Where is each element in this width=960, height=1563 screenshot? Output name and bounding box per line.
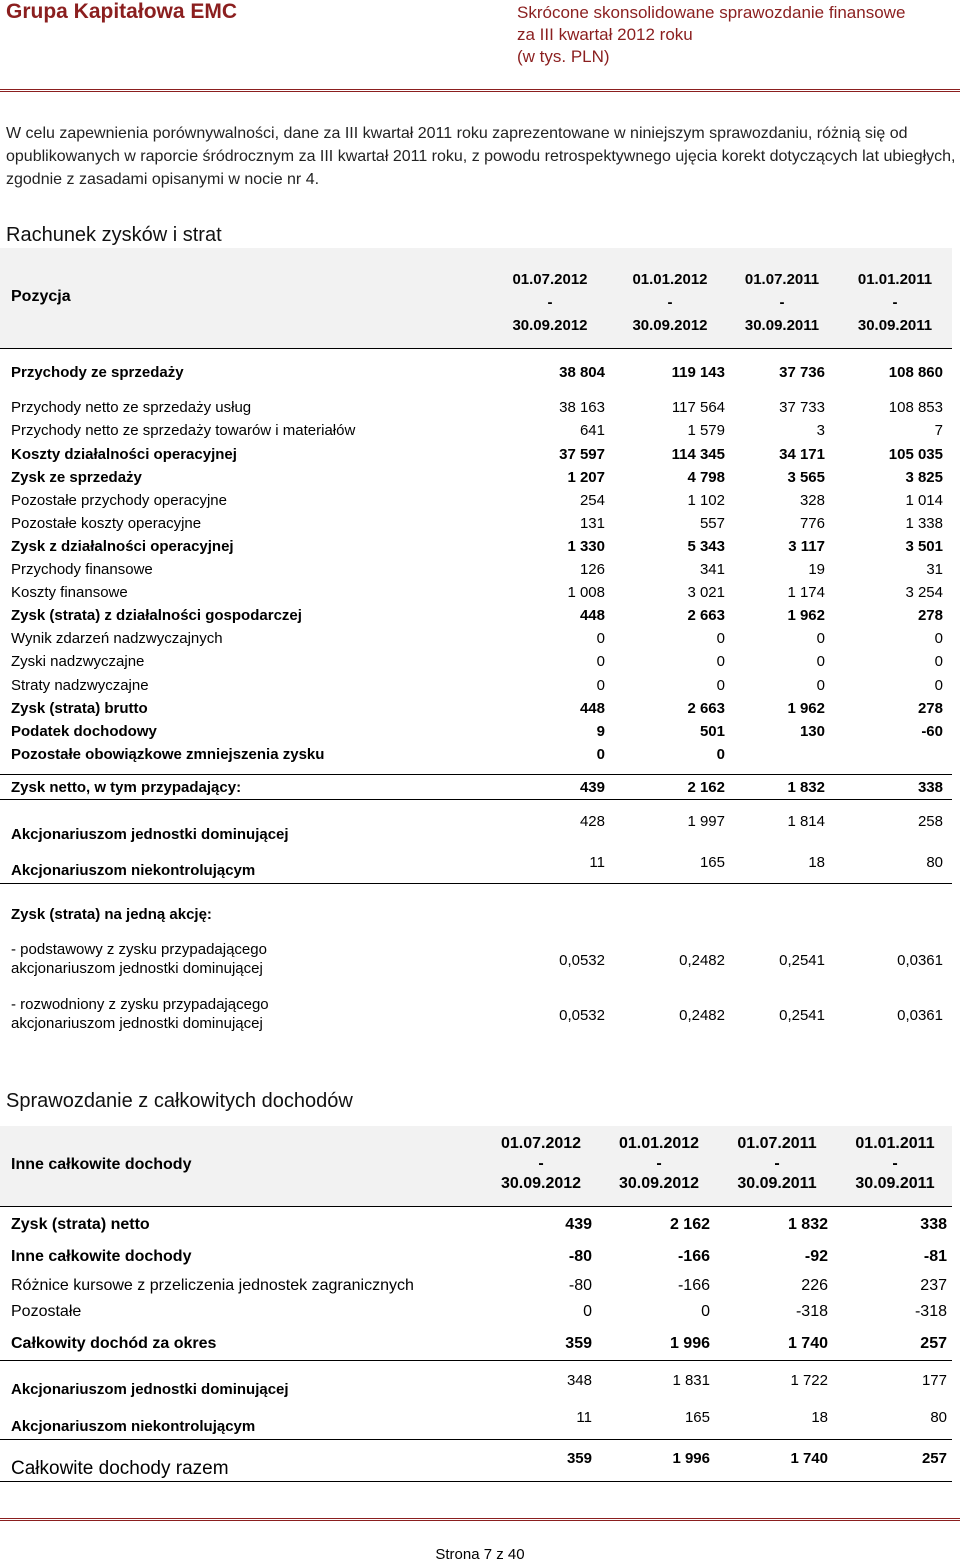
row-label: Podatek dochodowy [11, 723, 157, 740]
cell: 776 [799, 515, 825, 532]
page-number: Strona 7 z 40 [435, 1546, 525, 1563]
cell: 439 [579, 779, 605, 796]
table-row [0, 697, 952, 720]
intro-paragraph: W celu zapewnienia porównywalności, dane za III kwartał 2011 roku zaprezentowane w niniejszym sprawozdaniu, różnią się od opublikowanych w raporcie śródrocznym za III kwartał 2011 roku, z powodu retrospektywnego ujęcia korekt dotyczących lat ubiegłych, zgodnie z zasadami opisanymi w nocie nr 4. [6, 125, 956, 188]
table-rule [0, 348, 952, 349]
cell: 0 [816, 677, 825, 694]
header-label-pozycja: Pozycja [11, 288, 71, 305]
table-row [0, 443, 952, 466]
cell: 359 [566, 1450, 592, 1467]
cell: 3 254 [905, 584, 943, 601]
period-from: 01.07.2011 [744, 271, 820, 288]
net-profit-row [0, 776, 952, 799]
row-label: Przychody netto ze sprzedaży usług [11, 399, 252, 416]
table-row [0, 1245, 952, 1268]
cell: 37 597 [559, 446, 605, 463]
period-from: 01.07.2011 [737, 1135, 817, 1152]
period-dash: - [656, 1155, 662, 1172]
row-label: Zysk ze sprzedaży [11, 469, 142, 486]
cell: 1 831 [672, 1372, 710, 1389]
cell: 341 [699, 561, 725, 578]
cell: 7 [934, 422, 943, 439]
table-row [0, 512, 952, 535]
row-label: Zysk (strata) na jedną akcję: [11, 906, 212, 923]
cell: 338 [917, 779, 943, 796]
cell: 108 853 [888, 399, 943, 416]
table-row [0, 466, 952, 489]
cell: 34 171 [779, 446, 825, 463]
cell: 1 102 [687, 492, 725, 509]
cell: 38 163 [559, 399, 605, 416]
period-from: 01.07.2012 [512, 271, 588, 288]
table-row [0, 489, 952, 512]
cell: 108 860 [888, 364, 943, 381]
cell: 0 [716, 746, 725, 763]
document-title-line3: (w tys. PLN) [517, 47, 610, 66]
cell: 3 501 [905, 538, 943, 555]
cell: 80 [926, 854, 943, 871]
footer-rule [0, 1518, 960, 1521]
cell: -60 [921, 723, 943, 740]
row-label-line: - podstawowy z zysku przypadającego [11, 941, 267, 958]
period-to: 30.09.2011 [744, 317, 820, 334]
period-from: 01.01.2012 [632, 271, 708, 288]
table-rule [0, 1360, 952, 1361]
cell: 3 117 [788, 538, 825, 555]
cell: 0,0532 [559, 1007, 605, 1024]
table-row [0, 1213, 952, 1236]
cell: 348 [566, 1372, 592, 1389]
cell: 1 814 [787, 813, 825, 830]
comp-minority-share-row [0, 1409, 952, 1437]
cell: 1 962 [787, 700, 825, 717]
period-from: 01.07.2012 [500, 1135, 582, 1152]
row-label: Wynik zdarzeń nadzwyczajnych [11, 630, 223, 647]
cell: 257 [921, 1450, 947, 1467]
cell: 165 [699, 854, 725, 871]
row-label: Akcjonariuszom niekontrolującym [11, 1418, 256, 1435]
cell: 0 [596, 630, 605, 647]
eps-basic-row [0, 940, 952, 986]
cell: 1 832 [787, 1216, 828, 1233]
parent-share-row [0, 813, 952, 843]
period-dash: - [892, 1155, 898, 1172]
cell: 18 [808, 854, 825, 871]
comprehensive-income-title: Sprawozdanie z całkowitych dochodów [6, 1090, 353, 1112]
comp-parent-share-row [0, 1372, 952, 1401]
cell: 119 143 [671, 364, 725, 381]
period-dash: - [779, 294, 785, 311]
comp-total-row [0, 1450, 952, 1479]
period-to: 30.09.2012 [618, 1175, 700, 1192]
cell: 3 565 [787, 469, 825, 486]
company-name: Grupa Kapitałowa EMC [6, 0, 238, 23]
cell: -318 [795, 1303, 828, 1320]
cell: 1 740 [790, 1450, 828, 1467]
comprehensive-table-header [0, 1126, 952, 1206]
table-row [0, 650, 952, 673]
table-row [0, 674, 952, 697]
row-label: Koszty działalności operacyjnej [11, 446, 237, 463]
row-label: Całkowity dochód za okres [11, 1335, 217, 1352]
period-to: 30.09.2011 [855, 1175, 935, 1192]
cell: 5 343 [687, 538, 725, 555]
cell: 1 962 [787, 607, 825, 624]
cell: 37 733 [779, 399, 825, 416]
cell: 1 997 [687, 813, 725, 830]
table-row [0, 1300, 952, 1323]
period-to: 30.09.2011 [857, 317, 933, 334]
cell: 37 736 [779, 364, 825, 381]
row-label: Pozostałe obowiązkowe zmniejszenia zysku [11, 746, 325, 763]
row-label: Zysk z działalności operacyjnej [11, 538, 234, 555]
period-dash: - [667, 294, 673, 311]
cell: 31 [926, 561, 943, 578]
cell: 1 996 [669, 1335, 710, 1352]
table-row [0, 535, 952, 558]
row-label: Pozostałe przychody operacyjne [11, 492, 227, 509]
cell: 448 [579, 607, 605, 624]
cell: 177 [921, 1372, 947, 1389]
eps-diluted-row [0, 995, 952, 1041]
cell: 117 564 [671, 399, 725, 416]
cell: 0 [596, 653, 605, 670]
period-dash: - [547, 294, 553, 311]
cell: 2 162 [669, 1216, 710, 1233]
period-header-2 [615, 268, 725, 337]
cell: 0 [716, 630, 725, 647]
cell: 278 [917, 700, 943, 717]
table-row [0, 743, 952, 766]
cell: 1 014 [905, 492, 943, 509]
row-label: Koszty finansowe [11, 584, 128, 601]
cell: 0 [716, 653, 725, 670]
period-from: 01.01.2012 [618, 1135, 700, 1152]
income-table-header [0, 248, 952, 348]
cell: 0 [583, 1303, 592, 1320]
row-label [11, 940, 267, 978]
cell: 38 804 [559, 364, 605, 381]
cell: 126 [579, 561, 605, 578]
cell: 0 [816, 630, 825, 647]
cell: 1 008 [567, 584, 605, 601]
cell: 0 [596, 677, 605, 694]
cell: 0,2482 [679, 1007, 725, 1024]
cell: 1 330 [567, 538, 605, 555]
cell: 1 740 [787, 1335, 828, 1352]
cell: 226 [801, 1277, 828, 1294]
cell: 328 [799, 492, 825, 509]
table-rule [0, 1206, 952, 1207]
table-row [0, 558, 952, 581]
period-to: 30.09.2012 [512, 317, 588, 334]
minority-share-row [0, 853, 952, 879]
cell: 18 [811, 1409, 828, 1426]
cell: 1 722 [790, 1372, 828, 1389]
cell: 0 [716, 677, 725, 694]
cell: 359 [565, 1335, 592, 1352]
cell: 2 663 [687, 607, 725, 624]
period-header-2 [604, 1134, 714, 1194]
cell: 641 [579, 422, 605, 439]
row-label: Akcjonariuszom jednostki dominującej [11, 1381, 289, 1398]
row-label: Akcjonariuszom jednostki dominującej [11, 826, 289, 843]
period-header-3 [727, 268, 837, 337]
cell: 448 [579, 700, 605, 717]
cell: 1 579 [687, 422, 725, 439]
period-header-4 [840, 1134, 950, 1194]
table-row [0, 396, 952, 419]
table-rule [0, 883, 952, 884]
row-label: Zysk netto, w tym przypadający: [11, 779, 242, 796]
header-rule [0, 89, 960, 92]
row-label: Przychody finansowe [11, 561, 153, 578]
row-label-line: - rozwodniony z zysku przypadającego [11, 996, 269, 1013]
table-row [0, 361, 952, 384]
cell: 9 [596, 723, 605, 740]
cell: -80 [568, 1248, 592, 1265]
cell: 258 [917, 813, 943, 830]
cell: 11 [576, 1409, 592, 1426]
period-to: 30.09.2012 [632, 317, 708, 334]
period-from: 01.01.2011 [857, 271, 933, 288]
table-row [0, 720, 952, 743]
cell: 1 207 [567, 469, 605, 486]
period-header-4 [840, 268, 950, 337]
cell: 0,2541 [779, 952, 825, 969]
cell: -92 [804, 1248, 828, 1265]
row-label: Pozostałe koszty operacyjne [11, 515, 202, 532]
row-label-line: akcjonariuszom jednostki dominującej [11, 1015, 263, 1032]
row-label: Zysk (strata) z działalności gospodarczej [11, 607, 302, 624]
table-rule [0, 1481, 952, 1482]
period-dash: - [538, 1155, 544, 1172]
cell: 0 [816, 653, 825, 670]
cell: 0,0361 [897, 952, 943, 969]
cell: 0 [934, 677, 943, 694]
table-row [0, 627, 952, 650]
table-rule [0, 1439, 952, 1440]
cell: 3 825 [905, 469, 943, 486]
row-label: Różnice kursowe z przeliczenia jednostek zagranicznych [11, 1277, 414, 1294]
cell: 439 [565, 1216, 592, 1233]
cell: 4 798 [687, 469, 725, 486]
cell: 0 [701, 1303, 710, 1320]
cell: 557 [699, 515, 725, 532]
table-row [0, 581, 952, 604]
cell: -166 [677, 1248, 710, 1265]
period-from: 01.01.2011 [855, 1135, 935, 1152]
row-label [11, 995, 269, 1033]
header-label-other-income: Inne całkowite dochody [11, 1156, 192, 1173]
cell: -318 [914, 1303, 947, 1320]
period-dash: - [892, 294, 898, 311]
cell: 0,0361 [897, 1007, 943, 1024]
table-row [0, 1274, 952, 1297]
cell: 0,2541 [779, 1007, 825, 1024]
cell: 131 [579, 515, 605, 532]
table-row [0, 604, 952, 627]
row-label: Akcjonariuszom niekontrolującym [11, 862, 256, 879]
cell: 2 162 [687, 779, 725, 796]
row-label: Całkowite dochody razem [11, 1458, 229, 1479]
cell: 257 [920, 1335, 947, 1352]
cell: 80 [930, 1409, 947, 1426]
cell: 0 [596, 746, 605, 763]
cell: 130 [799, 723, 825, 740]
cell: 0 [934, 630, 943, 647]
period-dash: - [774, 1155, 780, 1172]
cell: 338 [920, 1216, 947, 1233]
row-label: Przychody ze sprzedaży [11, 364, 184, 381]
period-header-3 [722, 1134, 832, 1194]
eps-title-row [0, 903, 952, 926]
cell: -166 [677, 1277, 710, 1294]
cell: 105 035 [888, 446, 943, 463]
row-label: Zysk (strata) brutto [11, 700, 148, 717]
cell: 0,2482 [679, 952, 725, 969]
row-label: Pozostałe [11, 1303, 82, 1320]
row-label: Inne całkowite dochody [11, 1248, 192, 1265]
cell: 0 [934, 653, 943, 670]
cell: 0,0532 [559, 952, 605, 969]
row-label: Przychody netto ze sprzedaży towarów i materiałów [11, 422, 356, 439]
cell: -80 [568, 1277, 592, 1294]
cell: 278 [917, 607, 943, 624]
cell: 11 [589, 854, 605, 871]
cell: 428 [579, 813, 605, 830]
row-label-line: akcjonariuszom jednostki dominującej [11, 960, 263, 977]
cell: 165 [684, 1409, 710, 1426]
cell: 3 021 [687, 584, 725, 601]
period-to: 30.09.2012 [500, 1175, 582, 1192]
cell: 19 [808, 561, 825, 578]
cell: 254 [579, 492, 605, 509]
table-row [0, 1332, 952, 1355]
period-header-1 [486, 1134, 596, 1194]
cell: 1 832 [787, 779, 825, 796]
document-title-line2: za III kwartał 2012 roku [517, 25, 693, 44]
cell: 501 [699, 723, 725, 740]
document-title-line1: Skrócone skonsolidowane sprawozdanie finansowe [517, 3, 906, 22]
cell: -81 [923, 1248, 947, 1265]
cell: 1 174 [787, 584, 825, 601]
period-header-1 [495, 268, 605, 337]
table-rule [0, 774, 952, 775]
document-title [517, 2, 905, 68]
row-label: Zyski nadzwyczajne [11, 653, 145, 670]
cell: 114 345 [671, 446, 725, 463]
cell: 1 338 [905, 515, 943, 532]
income-statement-title: Rachunek zysków i strat [6, 224, 222, 246]
period-to: 30.09.2011 [737, 1175, 817, 1192]
cell: 237 [920, 1277, 947, 1294]
table-rule [0, 799, 952, 800]
cell: 3 [816, 422, 825, 439]
row-label: Zysk (strata) netto [11, 1216, 150, 1233]
cell: 1 996 [672, 1450, 710, 1467]
table-row [0, 419, 952, 442]
cell: 2 663 [687, 700, 725, 717]
row-label: Straty nadzwyczajne [11, 677, 149, 694]
